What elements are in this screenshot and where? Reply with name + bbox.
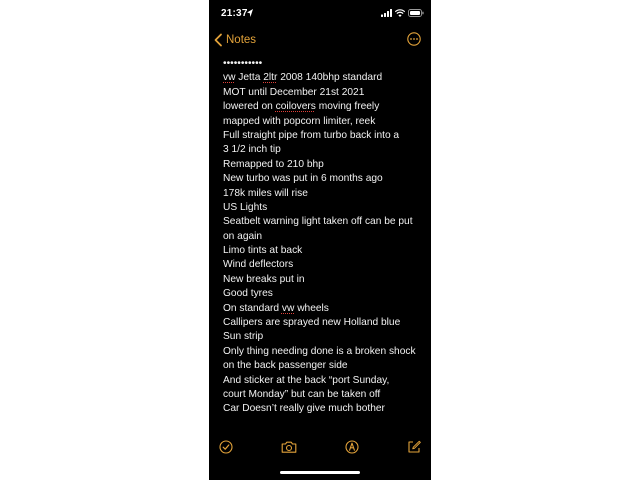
note-line (223, 359, 427, 373)
misspelled-word: 2ltr (263, 72, 278, 84)
camera-icon[interactable] (281, 440, 297, 454)
wifi-icon (395, 9, 405, 17)
note-line (223, 287, 427, 301)
note-line (223, 215, 427, 229)
note-text: New breaks put in (223, 273, 305, 285)
note-line (223, 273, 427, 287)
note-text: Seatbelt warning light taken off can be put (223, 216, 413, 228)
notes-app-screen (209, 0, 431, 480)
back-to-notes-button[interactable] (213, 30, 256, 50)
note-text: moving freely (315, 101, 380, 113)
note-line (223, 187, 427, 201)
cellular-signal-icon (381, 9, 392, 17)
navigation-bar (209, 26, 431, 54)
home-indicator[interactable] (280, 471, 360, 474)
note-text: On standard (223, 302, 282, 314)
note-text: Sun strip (223, 331, 264, 343)
location-arrow-icon (247, 9, 253, 17)
note-line (223, 86, 427, 100)
ellipsis-circle-icon[interactable] (407, 32, 421, 46)
note-text: New turbo was put in 6 months ago (223, 173, 383, 185)
note-line (223, 143, 427, 157)
note-text: 3 1/2 inch tip (223, 144, 281, 156)
note-text: Wind deflectors (223, 259, 294, 271)
note-line (223, 345, 427, 359)
note-text: MOT until December 21st 2021 (223, 86, 365, 98)
note-text: US Lights (223, 201, 268, 213)
compose-icon[interactable] (407, 440, 421, 454)
note-text: court Monday” but can be taken off (223, 388, 381, 400)
note-line (223, 244, 427, 258)
note-line (223, 100, 427, 114)
note-text: ••••••••••• (223, 58, 263, 69)
status-bar (209, 0, 431, 26)
note-text: Remapped to 210 bhp (223, 158, 324, 170)
note-text: mapped with popcorn limiter, reek (223, 115, 376, 127)
note-line (223, 316, 427, 330)
markup-pen-icon[interactable] (345, 440, 359, 454)
note-line (223, 302, 427, 316)
back-button-label: Notes (226, 34, 257, 46)
chevron-left-icon (213, 33, 223, 47)
note-line (223, 201, 427, 215)
note-text: Callipers are sprayed new Holland blue (223, 317, 401, 329)
note-line (223, 71, 427, 85)
misspelled-word: vw (281, 302, 295, 314)
note-text: 2008 140bhp standard (277, 72, 383, 84)
note-text: Limo tints at back (223, 245, 303, 257)
note-line (223, 57, 427, 71)
note-line (223, 388, 427, 402)
bottom-toolbar (209, 436, 431, 458)
note-line (223, 158, 427, 172)
note-line (223, 115, 427, 129)
misspelled-word: coilovers (275, 101, 316, 113)
note-text: wheels (294, 302, 329, 314)
note-text: on the back passenger side (223, 360, 348, 372)
note-line (223, 172, 427, 186)
note-body-text[interactable] (223, 57, 427, 417)
note-text: lowered on (223, 101, 276, 113)
note-line (223, 230, 427, 244)
note-line (223, 129, 427, 143)
battery-icon (408, 9, 424, 17)
note-text: Car Doesn’t really give much bother (223, 403, 385, 415)
misspelled-word: vw (223, 72, 236, 84)
note-line (223, 330, 427, 344)
note-line (223, 374, 427, 388)
checklist-icon[interactable] (219, 440, 233, 454)
note-text: Only thing needing done is a broken shock (223, 345, 416, 357)
note-line (223, 258, 427, 272)
note-text: And sticker at the back “port Sunday, (223, 374, 390, 386)
note-line (223, 402, 427, 416)
note-text: Jetta (235, 72, 264, 84)
note-text: 178k miles will rise (223, 187, 308, 199)
note-text: on again (223, 230, 263, 242)
status-time: 21:37 (221, 8, 248, 19)
note-text: Full straight pipe from turbo back into a (223, 129, 400, 141)
note-text: Good tyres (223, 288, 273, 300)
